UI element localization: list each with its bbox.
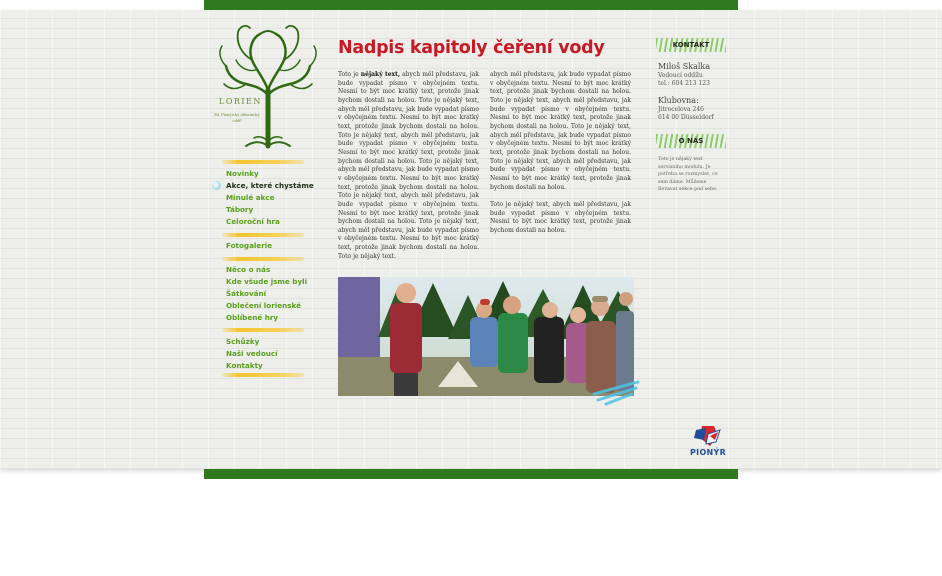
- nav-separator: [222, 160, 304, 164]
- logo-subtitle: 84. Pionýrský tábornický oddíl: [214, 112, 260, 123]
- nav-item-satkovani[interactable]: Šátkování: [226, 289, 267, 298]
- article-text: abych měl představu, jak bude vypadat písmo v obyčejném textu. Nesmí to být moc krátký text, protože jinak bychom dostali na holou. Toto je nějaký text, abych měl představu, jak bude vypadat písmo v obyčejném textu. Nesmí to být moc krátký text, protože jinak bychom dostali na holou. Toto je nějaký text, abych měl představu, jak bude vypadat písmo v obyčejném textu. Nesmí to být moc krátký text, protože jinak bychom dostali na holou. Toto je nějaký text, abych měl představu, jak bude vypadat písmo v obyčejném textu. Nesmí to být moc krátký text, protože jinak bychom dostali na holou. Toto je nějaký text, abych měl představu, jak bude vypadat písmo v obyčejném textu. Nesmí to být moc krátký text, protože jinak bychom dostali na holou. Toto je nějaký text, abych měl představu, jak bude vypadat písmo v obyčejném textu. Nesmí to být moc krátký text, protože jinak bychom dostali na holou. Toto je nějaký text.: [338, 71, 479, 260]
- nav-item-kontakty[interactable]: Kontakty: [226, 361, 263, 370]
- tree-logo[interactable]: [212, 20, 324, 150]
- page-title: Nadpis kapitoly čeření vody: [338, 38, 605, 58]
- clubroom-city: 614 00 Düsseldorf: [658, 114, 714, 121]
- bottom-green-bar: [204, 469, 738, 479]
- nav-item-obleceni-lorienske[interactable]: Oblečení lorienské: [226, 301, 301, 310]
- nav-item-schuzky[interactable]: Schůzky: [226, 337, 260, 346]
- pionyr-logo-text: PIONÝR: [690, 448, 727, 457]
- contact-heading: KONTAKT: [656, 38, 726, 52]
- brush-stroke-decoration: [592, 380, 640, 406]
- clubroom-label: Klubovna:: [658, 96, 699, 105]
- nav-separator: [222, 328, 304, 332]
- top-green-bar: [204, 0, 738, 10]
- nav-separator: [222, 233, 304, 237]
- article-paragraph: Toto je nějaký text, abych měl představu, jak bude vypadat písmo v obyčejném textu. Nesmí to být moc krátký text, protože jinak bychom dostali na holou.: [490, 200, 631, 234]
- nav-item-fotogalerie[interactable]: Fotogalerie: [226, 241, 273, 250]
- about-heading: O NÁS: [656, 134, 726, 148]
- about-text: Toto je nějaký text servisního modulu. Je potřeba se rozmyslet, co sem dáme. Můžeme Ilovavat sekce pod sebe.: [658, 157, 718, 192]
- active-bullet-icon: [212, 181, 221, 190]
- group-photo: [338, 277, 634, 396]
- nav-item-celorocni-hra[interactable]: Celoroční hra: [226, 217, 280, 226]
- nav-item-tabory[interactable]: Tábory: [226, 205, 254, 214]
- nav-item-kde-vsude-jsme-byli[interactable]: Kde všude jsme byli: [226, 277, 308, 286]
- nav-item-nasi-vedouci[interactable]: Naši vedoucí: [226, 349, 278, 358]
- nav-separator: [222, 257, 304, 261]
- article-paragraph: abych měl představu, jak bude vypadat písmo v obyčejném textu. Nesmí to být moc krátký text, protože jinak bychom dostali na holou. Toto je nějaký text, abych měl představu, jak bude vypadat písmo v obyčejném textu. Nesmí to být moc krátký text, protože jinak bychom dostali na holou. Toto je nějaký text, abych měl představu, jak bude vypadat písmo v obyčejném textu. Nesmí to být moc krátký text, protože jinak bychom dostali na holou. Toto je nějaký text, abych měl představu, jak bude vypadat písmo v obyčejném textu. Nesmí to být moc krátký text, protože jinak bychom dostali na holou.: [490, 71, 631, 191]
- nav-item-novinky[interactable]: Novinky: [226, 169, 259, 178]
- contact-phone[interactable]: tel.: 604 213 123: [658, 80, 710, 87]
- nav-item-minule-akce[interactable]: Minulé akce: [226, 193, 275, 202]
- logo-name: LORIEN: [219, 97, 262, 106]
- contact-name: Miloš Skalka: [658, 62, 711, 71]
- article-bold-text: nějaký text,: [360, 71, 400, 78]
- nav-item-akce-ktere-chystame[interactable]: Akce, které chystáme: [226, 181, 314, 190]
- contact-role: Vedoucí oddílu: [658, 72, 703, 79]
- article-text: Toto je: [338, 71, 361, 78]
- article-column-left: [338, 71, 479, 261]
- clubroom-street: Jitrocelova 246: [658, 106, 704, 113]
- nav-separator: [222, 373, 304, 377]
- nav-item-oblibene-hry[interactable]: Oblíbené hry: [226, 313, 279, 322]
- article-column-right: [490, 71, 631, 235]
- nav-item-neco-o-nas[interactable]: Něco o nás: [226, 265, 271, 274]
